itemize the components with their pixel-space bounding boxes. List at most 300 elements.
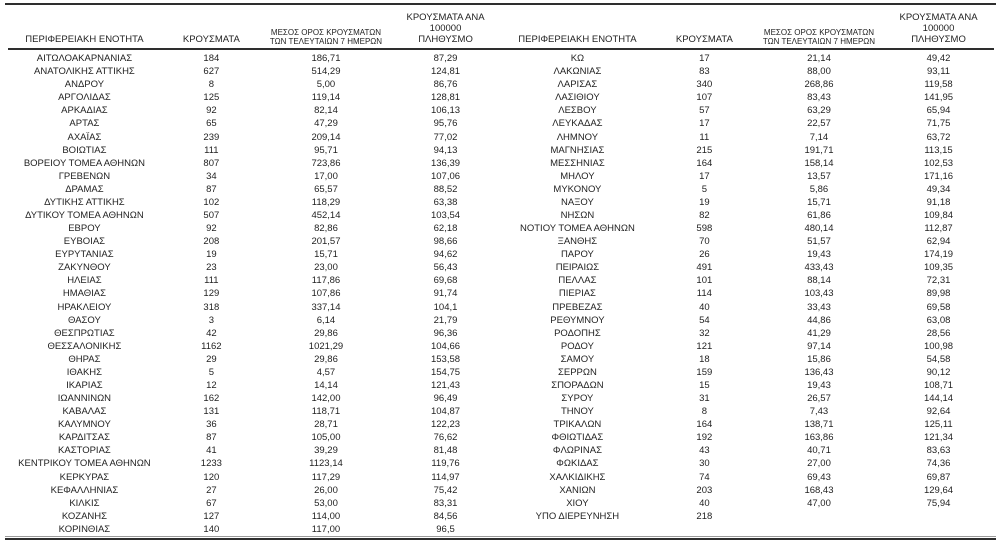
per100k-cell: 94,13	[433, 144, 458, 156]
cases-cell: 159	[696, 366, 713, 378]
cases-cell: 5	[208, 366, 214, 378]
cases-cell: 15	[699, 379, 710, 391]
cases-cell: 5	[701, 183, 707, 195]
cases-cell: 54	[699, 314, 710, 326]
region-cell: ΜΑΓΝΗΣΙΑΣ	[550, 144, 605, 156]
region-cell: ΑΧΑΪΑΣ	[67, 131, 102, 143]
cases-cell: 340	[696, 79, 713, 91]
avg7-cell: 88,14	[807, 275, 831, 287]
per100k-cell: 128,81	[430, 92, 461, 104]
cases-cell: 627	[203, 66, 220, 78]
per100k-cell: 109,84	[923, 209, 954, 221]
per100k-cell: 104,87	[430, 406, 461, 418]
region-cell: ΚΟΖΑΝΗΣ	[61, 510, 107, 522]
table-row	[501, 222, 994, 235]
per100k-cell: 119,76	[431, 458, 460, 470]
per100k-cell: 174,19	[923, 249, 954, 261]
region-cell: ΚΙΛΚΙΣ	[69, 497, 100, 509]
region-cell: ΘΕΣΠΡΩΤΙΑΣ	[54, 327, 115, 339]
per100k-cell: 62,94	[926, 236, 951, 248]
per100k-cell: 106,13	[430, 105, 461, 117]
avg7-cell: 26,00	[314, 484, 338, 496]
region-cell: ΧΙΟΥ	[566, 497, 589, 509]
avg7-cell: 209,14	[311, 131, 341, 143]
table-body-band	[8, 52, 994, 536]
avg7-cell: 15,71	[314, 249, 338, 261]
region-cell: ΥΠΟ ΔΙΕΡΕΥΝΗΣΗ	[535, 510, 620, 522]
per100k-cell: 104,1	[433, 301, 458, 313]
region-cell: ΛΑΚΩΝΙΑΣ	[553, 66, 602, 78]
table-row	[8, 392, 501, 405]
cases-cell: 23	[206, 262, 217, 274]
cases-cell: 184	[203, 53, 220, 65]
region-cell: ΠΕΙΡΑΙΩΣ	[555, 262, 600, 274]
region-cell: ΒΟΡΕΙΟΥ ΤΟΜΕΑ ΑΘΗΝΩΝ	[23, 157, 145, 169]
region-cell: ΑΝΑΤΟΛΙΚΗΣ ΑΤΤΙΚΗΣ	[34, 66, 135, 78]
avg7-cell: 88,00	[807, 66, 831, 78]
per100k-cell: 108,71	[923, 379, 954, 391]
table-row	[8, 300, 501, 313]
table-row	[8, 170, 501, 183]
avg7-cell: 47,00	[807, 497, 831, 509]
per100k-cell: 94,62	[433, 249, 458, 261]
cases-cell: 19	[699, 196, 710, 208]
table-row	[501, 130, 994, 143]
cases-cell: 164	[696, 419, 713, 431]
table-row	[501, 261, 994, 274]
region-cell: ΒΟΙΩΤΙΑΣ	[62, 144, 107, 156]
per100k-cell: 103,54	[430, 209, 461, 221]
table-row	[8, 457, 501, 470]
table-row	[501, 287, 994, 300]
avg7-cell: 51,57	[807, 236, 831, 248]
table-row	[8, 287, 501, 300]
table-row	[8, 222, 501, 235]
per100k-cell: 77,02	[433, 131, 458, 143]
cases-cell: 208	[203, 236, 220, 248]
avg7-cell: 452,14	[311, 209, 341, 221]
region-cell: ΡΟΔΟΠΗΣ	[554, 327, 601, 339]
region-cell: ΦΛΩΡΙΝΑΣ	[552, 445, 602, 457]
per100k-cell: 121,43	[430, 379, 461, 391]
per100k-cell: 69,87	[926, 471, 951, 483]
avg7-cell: 17,00	[314, 170, 338, 182]
cases-cell: 11	[699, 131, 710, 143]
table-row	[501, 117, 994, 130]
per100k-cell: 125,11	[924, 419, 953, 431]
avg7-cell: 119,14	[311, 92, 341, 104]
avg7-cell: 69,43	[807, 471, 831, 483]
region-cell: ΝΗΣΩΝ	[560, 209, 595, 221]
avg7-cell: 7,43	[809, 406, 829, 418]
cases-cell: 203	[696, 484, 713, 496]
per100k-cell: 28,56	[926, 327, 951, 339]
table-row	[8, 444, 501, 457]
cases-cell: 57	[699, 105, 710, 117]
region-cell: ΝΑΞΟΥ	[561, 196, 594, 208]
per100k-cell: 144,14	[923, 393, 954, 405]
avg7-cell: 105,00	[311, 432, 341, 444]
avg7-cell: 118,71	[311, 406, 341, 418]
per100k-cell: 54,58	[926, 353, 951, 365]
cases-cell: 8	[701, 406, 707, 418]
avg7-cell: 53,00	[314, 497, 338, 509]
table-row	[8, 91, 501, 104]
table-row	[501, 65, 994, 78]
cases-cell: 111	[204, 144, 219, 156]
avg7-cell: 82,86	[314, 223, 338, 235]
per100k-cell: 63,08	[926, 314, 951, 326]
avg7-cell: 14,14	[314, 379, 338, 391]
per100k-cell: 122,23	[430, 419, 461, 431]
table-row	[8, 327, 501, 340]
table-row	[501, 340, 994, 353]
table-row	[8, 157, 501, 170]
column-header-region: ΠΕΡΙΦΕΡΕΙΑΚΗ ΕΝΟΤΗΤΑ	[518, 34, 637, 46]
region-cell: ΚΟΡΙΝΘΙΑΣ	[58, 523, 111, 535]
per100k-cell: 63,38	[433, 196, 458, 208]
table-row	[8, 196, 501, 209]
cases-cell: 114	[696, 288, 712, 300]
per100k-cell: 136,39	[430, 157, 461, 169]
cases-cell: 101	[696, 275, 713, 287]
per100k-cell: 96,49	[433, 393, 458, 405]
per100k-cell: 69,68	[433, 275, 458, 287]
cases-cell: 125	[203, 92, 220, 104]
avg7-cell: 7,14	[809, 131, 829, 143]
avg7-cell: 163,86	[804, 432, 834, 444]
avg7-cell: 107,86	[311, 288, 341, 300]
avg7-cell: 201,57	[311, 236, 341, 248]
cases-cell: 120	[203, 471, 220, 483]
table-row	[501, 327, 994, 340]
table-row	[8, 418, 501, 431]
per100k-cell: 154,75	[430, 366, 461, 378]
region-cell: ΚΑΣΤΟΡΙΑΣ	[58, 445, 111, 457]
avg7-cell: 13,57	[807, 170, 831, 182]
avg7-cell: 28,71	[314, 419, 338, 431]
table-row	[8, 183, 501, 196]
region-cell: ΦΘΙΩΤΙΔΑΣ	[551, 432, 604, 444]
avg7-cell: 480,14	[804, 223, 834, 235]
avg7-cell: 19,43	[807, 249, 831, 261]
region-cell: ΤΡΙΚΑΛΩΝ	[553, 419, 602, 431]
avg7-cell: 337,14	[311, 301, 341, 313]
avg7-cell: 22,57	[807, 118, 831, 130]
per100k-cell: 81,48	[433, 445, 458, 457]
table-row	[8, 405, 501, 418]
avg7-cell: 138,71	[804, 419, 834, 431]
table-row	[501, 353, 994, 366]
avg7-cell: 41,29	[807, 327, 831, 339]
per100k-cell: 92,64	[926, 406, 951, 418]
region-cell: ΕΒΡΟΥ	[68, 223, 101, 235]
region-cell: ΚΕΝΤΡΙΚΟΥ ΤΟΜΕΑ ΑΘΗΝΩΝ	[18, 458, 151, 470]
cases-cell: 29	[206, 353, 217, 365]
avg7-cell: 514,29	[311, 66, 341, 78]
region-cell: ΑΙΤΩΛΟΑΚΑΡΝΑΝΙΑΣ	[36, 53, 133, 65]
cases-cell: 507	[203, 209, 220, 221]
left-table-rows	[8, 52, 501, 536]
table-row	[8, 523, 501, 536]
avg7-cell: 47,29	[314, 118, 338, 130]
table-row	[501, 91, 994, 104]
avg7-cell: 186,71	[311, 53, 341, 65]
avg7-cell: 142,00	[311, 393, 341, 405]
per100k-cell: 56,43	[433, 262, 458, 274]
region-cell: ΧΑΝΙΩΝ	[559, 484, 596, 496]
cases-cell: 30	[699, 458, 710, 470]
region-cell: ΚΕΦΑΛΛΗΝΙΑΣ	[50, 484, 119, 496]
table-row	[8, 130, 501, 143]
table-row	[501, 444, 994, 457]
column-header-cases: ΚΡΟΥΣΜΑΤΑ	[675, 34, 733, 46]
table-row	[8, 314, 501, 327]
avg7-cell: 44,86	[807, 314, 831, 326]
avg7-cell: 27,00	[807, 458, 831, 470]
per100k-cell: 84,56	[433, 510, 458, 522]
cases-cell: 127	[203, 510, 220, 522]
cases-cell: 598	[696, 223, 713, 235]
table-header-band	[8, 5, 994, 50]
table-row	[8, 261, 501, 274]
table-row	[501, 314, 994, 327]
region-cell: ΜΗΛΟΥ	[560, 170, 595, 182]
per100k-cell: 98,66	[433, 236, 458, 248]
cases-cell: 41	[206, 445, 217, 457]
region-cell: ΛΕΥΚΑΔΑΣ	[552, 118, 603, 130]
right-table-rows	[501, 52, 994, 536]
cases-cell: 102	[203, 196, 220, 208]
per100k-cell: 75,42	[433, 484, 458, 496]
per100k-cell: 71,75	[926, 118, 951, 130]
cases-cell: 111	[204, 275, 219, 287]
cases-cell: 18	[699, 353, 710, 365]
per100k-cell: 21,79	[433, 314, 458, 326]
cases-cell: 107	[696, 92, 713, 104]
avg7-cell: 63,29	[807, 105, 831, 117]
per100k-cell: 96,36	[433, 327, 458, 339]
cases-cell: 82	[699, 209, 710, 221]
table-row	[8, 235, 501, 248]
cases-cell: 87	[206, 432, 217, 444]
region-cell: ΔΥΤΙΚΟΥ ΤΟΜΕΑ ΑΘΗΝΩΝ	[25, 209, 144, 221]
avg7-cell: 6,14	[316, 314, 336, 326]
cases-cell: 42	[206, 327, 217, 339]
region-cell: ΔΡΑΜΑΣ	[65, 183, 104, 195]
region-cell: ΙΩΑΝΝΙΝΩΝ	[57, 393, 112, 405]
cases-cell: 87	[206, 183, 217, 195]
region-cell: ΑΝΔΡΟΥ	[64, 79, 105, 91]
per100k-cell: 49,34	[926, 183, 951, 195]
per100k-cell: 91,74	[433, 288, 458, 300]
table-row	[8, 431, 501, 444]
cases-cell: 162	[203, 393, 220, 405]
cases-cell: 1162	[201, 340, 222, 352]
cases-cell: 17	[699, 118, 710, 130]
avg7-cell: 21,14	[807, 53, 831, 65]
avg7-cell: 723,86	[311, 157, 341, 169]
cases-cell: 807	[203, 157, 220, 169]
region-cell: ΑΡΓΟΛΙΔΑΣ	[58, 92, 111, 104]
region-cell: ΜΥΚΟΝΟΥ	[553, 183, 602, 195]
avg7-cell: 33,43	[807, 301, 831, 313]
per100k-cell: 89,98	[926, 288, 951, 300]
per100k-cell: 83,63	[926, 445, 951, 457]
avg7-cell: 117,00	[311, 523, 341, 535]
per100k-cell: 141,95	[923, 92, 954, 104]
cases-cell: 34	[206, 170, 217, 182]
avg7-cell: 117,29	[311, 471, 341, 483]
table-row	[501, 157, 994, 170]
per100k-cell: 87,29	[433, 53, 458, 65]
table-row	[501, 471, 994, 484]
cases-cell: 318	[203, 301, 220, 313]
per100k-cell: 114,97	[431, 471, 460, 483]
table-row	[501, 300, 994, 313]
per100k-cell: 63,72	[926, 131, 951, 143]
table-row	[8, 497, 501, 510]
per100k-cell: 102,53	[923, 157, 954, 169]
region-cell: ΘΕΣΣΑΛΟΝΙΚΗΣ	[47, 340, 122, 352]
per100k-cell: 100,98	[923, 340, 954, 352]
region-cell: ΚΕΡΚΥΡΑΣ	[59, 471, 110, 483]
region-cell: ΑΡΤΑΣ	[69, 118, 100, 130]
table-row	[501, 392, 994, 405]
region-cell: ΠΙΕΡΙΑΣ	[558, 288, 596, 300]
column-header-cases-per-100000: ΚΡΟΥΣΜΑΤΑ ΑΝΑ 100000 ΠΛΗΘΥΣΜΟ	[406, 12, 485, 46]
table-row	[501, 484, 994, 497]
cases-cell: 3	[208, 314, 214, 326]
table-row	[501, 497, 994, 510]
table-row	[8, 78, 501, 91]
avg7-cell: 268,86	[804, 79, 834, 91]
avg7-cell: 1123,14	[309, 458, 343, 470]
cases-cell: 40	[699, 301, 710, 313]
per100k-cell: 76,62	[433, 432, 458, 444]
avg7-cell: 158,14	[804, 157, 834, 169]
region-cell: ΣΑΜΟΥ	[560, 353, 595, 365]
table-row	[8, 144, 501, 157]
table-row	[501, 510, 994, 523]
region-cell: ΣΕΡΡΩΝ	[557, 366, 597, 378]
per100k-cell: 49,42	[926, 53, 951, 65]
per100k-cell: 75,94	[926, 497, 951, 509]
per100k-cell: 62,18	[433, 223, 458, 235]
avg7-cell: 29,86	[314, 353, 338, 365]
avg7-cell: 65,57	[314, 183, 338, 195]
cases-cell: 1233	[200, 458, 222, 470]
per100k-cell: 109,35	[923, 262, 954, 274]
table-row	[501, 209, 994, 222]
per100k-cell: 119,58	[924, 79, 953, 91]
avg7-cell: 168,43	[804, 484, 834, 496]
per100k-cell: 124,81	[430, 66, 461, 78]
bottom-rule	[5, 536, 996, 540]
cases-cell: 19	[206, 249, 217, 261]
per100k-cell: 91,18	[926, 196, 951, 208]
table-row	[501, 418, 994, 431]
table-row	[501, 405, 994, 418]
cases-cell: 121	[696, 340, 713, 352]
per100k-cell: 83,31	[433, 497, 458, 509]
right-table-header	[501, 5, 994, 48]
cases-cell: 65	[206, 118, 217, 130]
per100k-cell: 88,52	[433, 183, 458, 195]
region-cell: ΚΑΡΔΙΤΣΑΣ	[58, 432, 110, 444]
table-row	[8, 340, 501, 353]
region-cell: ΑΡΚΑΔΙΑΣ	[61, 105, 108, 117]
region-cell: ΗΜΑΘΙΑΣ	[62, 288, 106, 300]
table-row	[501, 52, 994, 65]
cases-cell: 129	[203, 288, 220, 300]
cases-cell: 43	[699, 445, 710, 457]
cases-cell: 27	[206, 484, 217, 496]
table-row	[8, 366, 501, 379]
cases-cell: 17	[699, 53, 710, 65]
region-cell: ΛΑΡΙΣΑΣ	[557, 79, 598, 91]
avg7-cell: 117,86	[311, 275, 341, 287]
table-row	[8, 65, 501, 78]
region-cell: ΡΕΘΥΜΝΟΥ	[550, 314, 605, 326]
region-cell: ΣΠΟΡΑΔΩΝ	[551, 379, 604, 391]
table-row	[501, 104, 994, 117]
cases-cell: 8	[208, 79, 214, 91]
region-cell: ΜΕΣΣΗΝΙΑΣ	[550, 157, 605, 169]
table-row	[8, 274, 501, 287]
region-cell: ΕΥΡΥΤΑΝΙΑΣ	[55, 249, 114, 261]
region-cell: ΤΗΝΟΥ	[560, 406, 594, 418]
per100k-cell: 112,87	[924, 223, 953, 235]
region-cell: ΛΕΣΒΟΥ	[558, 105, 597, 117]
avg7-cell: 5,00	[316, 79, 336, 91]
avg7-cell: 82,14	[314, 105, 338, 117]
region-cell: ΡΟΔΟΥ	[560, 340, 594, 352]
avg7-cell: 29,86	[314, 327, 338, 339]
region-cell: ΛΗΜΝΟΥ	[556, 131, 599, 143]
per100k-cell: 90,12	[926, 366, 951, 378]
cases-cell: 67	[206, 497, 217, 509]
table-row	[8, 209, 501, 222]
region-cell: ΝΟΤΙΟΥ ΤΟΜΕΑ ΑΘΗΝΩΝ	[520, 223, 635, 235]
avg7-cell: 23,00	[314, 262, 338, 274]
table-row	[501, 379, 994, 392]
cases-cell: 36	[206, 419, 217, 431]
table-row	[501, 457, 994, 470]
per100k-cell: 65,94	[926, 105, 951, 117]
per100k-cell: 171,16	[923, 170, 954, 182]
cases-cell: 12	[206, 379, 217, 391]
per100k-cell: 96,5	[436, 523, 455, 535]
per100k-cell: 129,64	[923, 484, 954, 496]
table-row	[501, 248, 994, 261]
avg7-cell: 114,00	[311, 510, 341, 522]
region-cell: ΘΗΡΑΣ	[68, 353, 101, 365]
region-cell: ΚΑΛΥΜΝΟΥ	[57, 419, 111, 431]
per100k-cell: 113,15	[924, 144, 953, 156]
region-cell: ΙΘΑΚΗΣ	[66, 366, 103, 378]
per100k-cell: 74,36	[926, 458, 951, 470]
cases-cell: 17	[699, 170, 710, 182]
column-header-region: ΠΕΡΙΦΕΡΕΙΑΚΗ ΕΝΟΤΗΤΑ	[25, 34, 144, 46]
table-row	[8, 379, 501, 392]
avg7-cell: 15,71	[807, 196, 831, 208]
table-row	[501, 366, 994, 379]
table-row	[501, 183, 994, 196]
per100k-cell: 93,11	[926, 66, 951, 78]
region-cell: ΕΥΒΟΙΑΣ	[63, 236, 106, 248]
table-row	[8, 117, 501, 130]
